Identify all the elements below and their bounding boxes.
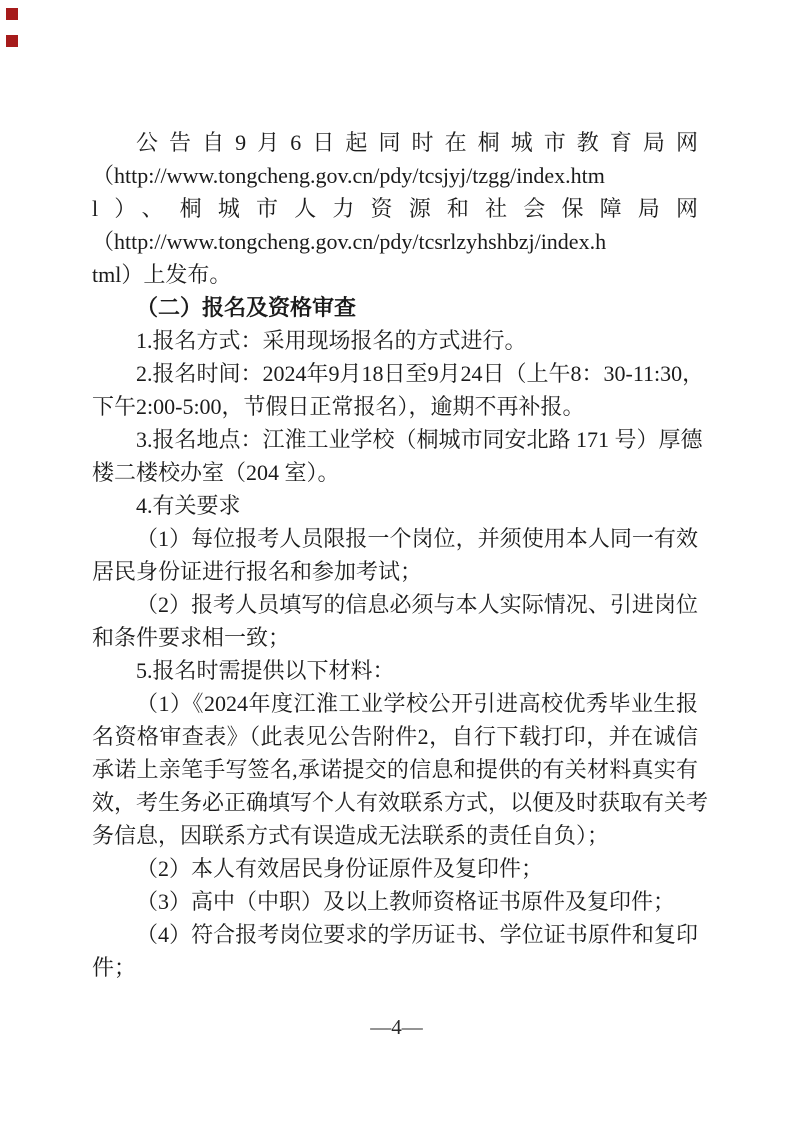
item-5-sub-4-line-1: （4）符合报考岗位要求的学历证书、学位证书原件和复印 — [136, 922, 698, 947]
item-2-time-line-2: 下午2:00-5:00，节假日正常报名），逾期不再补报。 — [92, 394, 585, 419]
publish-info-line-3: l）、桐城市人力资源和社会保障局网 — [92, 196, 698, 221]
item-5-materials-heading: 5.报名时需提供以下材料： — [136, 658, 395, 683]
item-5-sub-4-line-2: 件； — [92, 955, 137, 980]
item-4-sub-2-line-1: （2）报考人员填写的信息必须与本人实际情况、引进岗位 — [136, 592, 698, 617]
red-marker-bottom — [6, 35, 18, 47]
red-marker-top — [6, 8, 18, 20]
publish-info-line-1: 公告自9月6日起同时在桐城市教育局网 — [136, 130, 698, 155]
item-4-sub-2-line-2: 和条件要求相一致； — [92, 625, 291, 650]
item-5-sub-1-line-2: 名资格审查表》（此表见公告附件2，自行下载打印，并在诚信 — [92, 724, 698, 749]
item-5-sub-3: （3）高中（中职）及以上教师资格证书原件及复印件； — [136, 889, 676, 914]
section-heading-registration: （二）报名及资格审查 — [136, 295, 357, 320]
item-4-sub-1-line-1: （1）每位报考人员限报一个岗位，并须使用本人同一有效 — [136, 526, 698, 551]
publish-info-url-education: （http://www.tongcheng.gov.cn/pdy/tcsjyj/tzgg/index.htm — [92, 163, 605, 188]
item-5-sub-1-line-3: 承诺上亲笔手写签名,承诺提交的信息和提供的有关材料真实有 — [92, 757, 698, 782]
item-5-sub-1-line-1: （1）《2024年度江淮工业学校公开引进高校优秀毕业生报 — [136, 691, 698, 716]
document-body — [92, 126, 709, 984]
item-4-requirements-heading: 4.有关要求 — [136, 493, 241, 518]
item-1-method: 1.报名方式：采用现场报名的方式进行。 — [136, 328, 527, 353]
item-4-sub-1-line-2: 居民身份证进行报名和参加考试； — [92, 559, 423, 584]
item-3-location-line-1: 3.报名地点：江淮工业学校（桐城市同安北路 171 号）厚德 — [136, 427, 703, 452]
item-2-time-line-1: 2.报名时间：2024年9月18日至9月24日（上午8：30-11:30， — [136, 361, 705, 386]
publish-info-line-5: tml）上发布。 — [92, 262, 232, 287]
item-3-location-line-2: 楼二楼校办室（204 室）。 — [92, 460, 340, 485]
item-5-sub-2: （2）本人有效居民身份证原件及复印件； — [136, 856, 544, 881]
item-5-sub-1-line-4: 效，考生务必正确填写个人有效联系方式，以便及时获取有关考 — [92, 790, 709, 815]
page-number: —4— — [370, 1015, 423, 1039]
publish-info-url-hr: （http://www.tongcheng.gov.cn/pdy/tcsrlzyhshbzj/index.h — [92, 229, 607, 254]
item-5-sub-1-line-5: 务信息，因联系方式有误造成无法联系的责任自负）； — [92, 823, 610, 848]
